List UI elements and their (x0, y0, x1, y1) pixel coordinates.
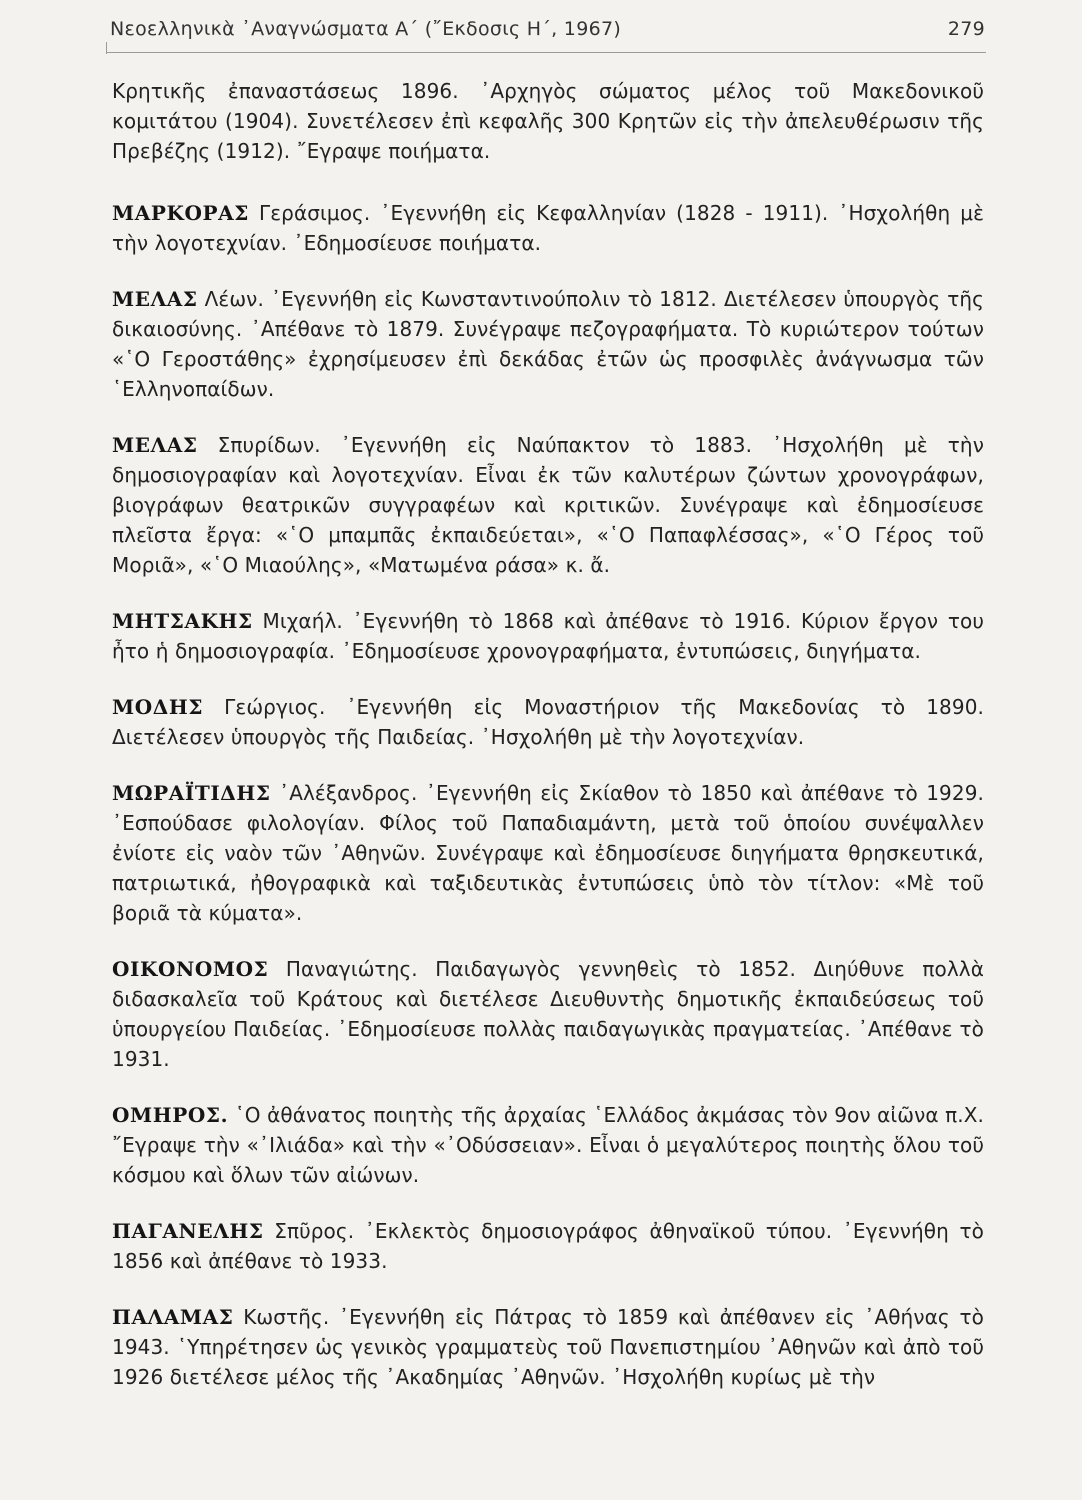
entry-surname: ΠΑΛΑΜΑΣ (112, 1305, 234, 1329)
page-number: 279 (947, 18, 985, 40)
entry-text: Γεράσιμος. ᾿Εγεννήθη εἰς Κεφαλληνίαν (1828 - 1911). ᾿Ησχολήθη μὲ τὴν λογοτεχνίαν. ᾿Εδημοσίευσε ποιήματα. (112, 201, 984, 255)
entry-moraitidis (112, 778, 984, 928)
entry-text: Λέων. ᾿Εγεννήθη εἰς Κωνσταντινούπολιν τὸ 1812. Διετέλεσεν ὑπουργὸς τῆς δικαιοσύνης. ᾿Απέθανε τὸ 1879. Συνέγραψε πεζογραφήματα. Τὸ κυριώτερον τούτων «῾Ο Γεροστάθης» ἐχρησίμευσεν ἐπὶ δεκάδας ἐτῶν ὡς προσφιλὲς ἀνάγνωσμα τῶν ῾Ελληνοπαίδων. (112, 287, 984, 401)
entry-surname: ΜΟΔΗΣ (112, 695, 204, 719)
entry-text: ῾Ο ἀθάνατος ποιητὴς τῆς ἀρχαίας ῾Ελλάδος ἀκμάσας τὸν 9ον αἰῶνα π.Χ. ῎Εγραψε τὴν «᾿Ιλιάδα» καὶ τὴν «᾿Οδύσσειαν». Εἶναι ὁ μεγαλύτερος ποιητὴς ὅλου τοῦ κόσμου καὶ ὅλων τῶν αἰώνων. (112, 1103, 984, 1187)
entry-surname: ΜΕΛΑΣ (112, 287, 198, 311)
entry-text: Κρητικῆς ἐπαναστάσεως 1896. ᾿Αρχηγὸς σώματος μέλος τοῦ Μακεδονικοῦ κομιτάτου (1904). Συνετέλεσεν ἐπὶ κεφαλῆς 300 Κρητῶν εἰς τὴν ἀπελευθέρωσιν τῆς Πρεβέζης (1912). ῎Εγραψε ποιήματα. (112, 79, 984, 163)
entry-text: Σπῦρος. ᾿Εκλεκτὸς δημοσιογράφος ἀθηναϊκοῦ τύπου. ᾿Εγεννήθη τὸ 1856 καὶ ἀπέθανε τὸ 1933. (112, 1219, 984, 1273)
entry-surname: ΜΑΡΚΟΡΑΣ (112, 201, 249, 225)
entry-modis (112, 692, 984, 752)
entry-palamas (112, 1302, 984, 1392)
entry-surname: ΜΕΛΑΣ (112, 433, 198, 457)
entry-oikonomos (112, 954, 984, 1074)
entry-melas-spyridon (112, 430, 984, 580)
entry-surname: ΠΑΓΑΝΕΛΗΣ (112, 1219, 264, 1243)
entry-surname: ΟΜΗΡΟΣ. (112, 1103, 229, 1127)
entries-list (112, 76, 984, 1418)
entry-mitsakis (112, 606, 984, 666)
entry-text: Μιχαήλ. ᾿Εγεννήθη τὸ 1868 καὶ ἀπέθανε τὸ 1916. Κύριον ἔργον του ἦτο ἡ δημοσιογραφία. ᾿Εδημοσίευσε χρονογραφήματα, ἐντυπώσεις, διηγήματα. (112, 609, 984, 663)
entry-melas-leon (112, 284, 984, 404)
running-header (110, 18, 985, 48)
entry-text: Παναγιώτης. Παιδαγωγὸς γεννηθεὶς τὸ 1852. Διηύθυνε πολλὰ διδασκαλεῖα τοῦ Κράτους καὶ διετέλεσε Διευθυντὴς δημοτικῆς ἐκπαιδεύσεως τοῦ ὑπουργείου Παιδείας. ᾿Εδημοσίευσε πολλὰς παιδαγωγικὰς πραγματείας. ᾿Απέθανε τὸ 1931. (112, 957, 984, 1071)
entry-text: ᾿Αλέξανδρος. ᾿Εγεννήθη εἰς Σκίαθον τὸ 1850 καὶ ἀπέθανε τὸ 1929. ᾿Εσπούδασε φιλολογίαν. Φίλος τοῦ Παπαδιαμάντη, μετὰ τοῦ ὁποίου συνέψαλλεν ἐνίοτε εἰς ναὸν τῶν ᾿Αθηνῶν. Συνέγραψε καὶ ἐδημοσίευσε διηγήματα θρησκευτικά, πατριωτικά, ἠθογραφικὰ καὶ ταξιδευτικὰς ἐντυπώσεις ὑπὸ τὸν τίτλον: «Μὲ τοῦ βοριᾶ τὰ κύματα». (112, 781, 984, 925)
entry-omiros (112, 1100, 984, 1190)
entry-text: Σπυρίδων. ᾿Εγεννήθη εἰς Ναύπακτον τὸ 1883. ᾿Ησχολήθη μὲ τὴν δημοσιογραφίαν καὶ λογοτεχνίαν. Εἶναι ἐκ τῶν καλυτέρων ζώντων χρονογράφων, βιογράφων θεατρικῶν συγγραφέων καὶ κριτικῶν. Συνέγραψε καὶ ἐδημοσίευσε πλεῖστα ἔργα: «῾Ο μπαμπᾶς ἐκπαιδεύεται», «῾Ο Παπαφλέσσας», «῾Ο Γέρος τοῦ Μοριᾶ», «῾Ο Μιαούλης», «Ματωμένα ράσα» κ. ἄ. (112, 433, 984, 577)
entry-text: Γεώργιος. ᾿Εγεννήθη εἰς Μοναστήριον τῆς Μακεδονίας τὸ 1890. Διετέλεσεν ὑπουργὸς τῆς Παιδείας. ᾿Ησχολήθη μὲ τὴν λογοτεχνίαν. (112, 695, 984, 749)
running-title: Νεοελληνικὰ ᾿Αναγνώσματα Α΄ (῎Εκδοσις Η΄, 1967) (110, 18, 622, 40)
entry-surname: ΜΗΤΣΑΚΗΣ (112, 609, 253, 633)
entry-surname: ΟΙΚΟΝΟΜΟΣ (112, 957, 269, 981)
entry-continuation (112, 76, 984, 166)
entry-markoras (112, 198, 984, 258)
header-rule (106, 52, 986, 53)
entry-surname: ΜΩΡΑΪΤΙΔΗΣ (112, 781, 271, 805)
entry-text: Κωστῆς. ᾿Εγεννήθη εἰς Πάτρας τὸ 1859 καὶ ἀπέθανεν εἰς ᾿Αθήνας τὸ 1943. ῾Υπηρέτησεν ὡς γενικὸς γραμματεὺς τοῦ Πανεπιστημίου ᾿Αθηνῶν καὶ ἀπὸ τοῦ 1926 διετέλεσε μέλος τῆς ᾿Ακαδημίας ᾿Αθηνῶν. ᾿Ησχολήθη κυρίως μὲ τὴν (112, 1305, 984, 1389)
entry-paganelis (112, 1216, 984, 1276)
